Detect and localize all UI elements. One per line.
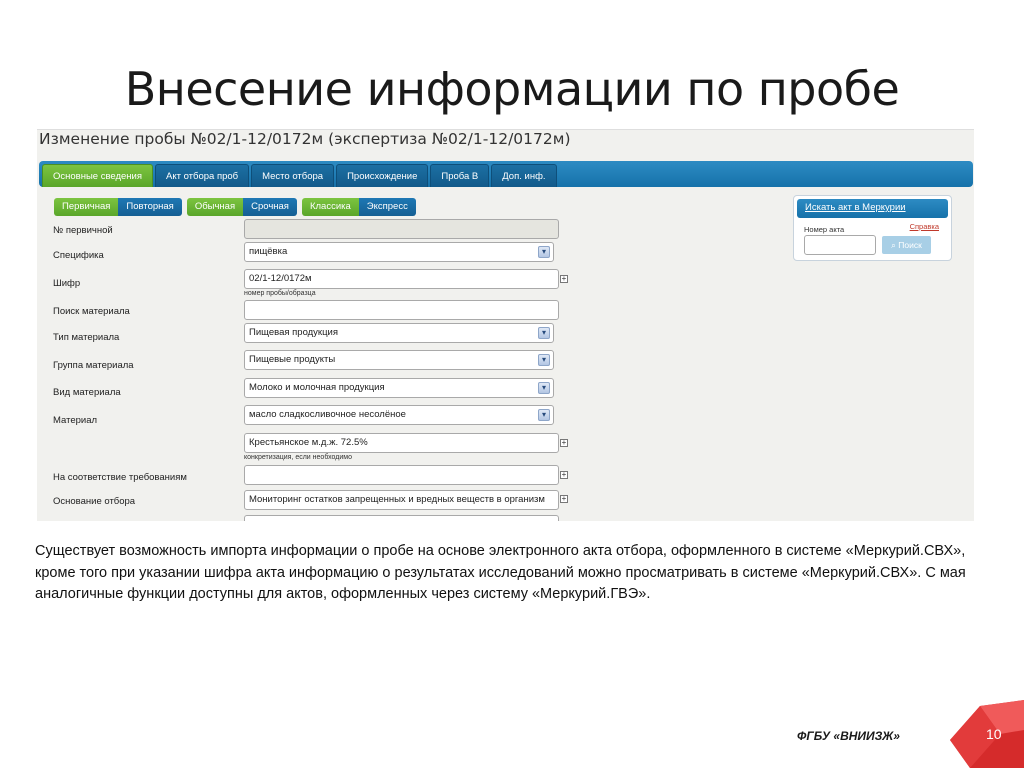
material-label: Материал [53,415,98,426]
tab-main-info[interactable]: Основные сведения [42,164,153,187]
sample-type-toggles [54,198,416,216]
search-button[interactable] [882,236,931,254]
row-material-kind [37,378,597,400]
toggle-group-urgency [187,198,297,216]
material-type-select[interactable] [244,323,554,343]
toggle-group-primary [54,198,182,216]
chevron-down-icon: ▾ [538,354,550,366]
mercury-search-panel [793,195,952,261]
page-number: 10 [986,726,1002,742]
row-material [37,405,597,427]
material-kind-label: Вид материала [53,387,121,398]
material-kind-select[interactable] [244,378,554,398]
form-screenshot [37,129,974,521]
tab-sample-b[interactable]: Проба В [430,164,489,187]
specification-hint: конкретизация, если необходимо [244,454,352,461]
next-field-input[interactable] [244,515,559,521]
cipher-hint: номер пробы/образца [244,290,316,297]
compliance-label: На соответствие требованиям [53,472,187,483]
material-group-select[interactable] [244,350,554,370]
specifics-value: пищёвка [249,246,288,257]
toggle-group-method [302,198,416,216]
row-specifics [37,241,597,263]
toggle-repeat[interactable]: Повторная [118,198,181,216]
toggle-normal[interactable]: Обычная [187,198,243,216]
primary-no-label: № первичной [53,225,113,236]
basis-input[interactable]: Мониторинг остатков запрещенных и вредных веществ в организм [244,490,559,510]
plus-icon[interactable]: + [561,274,567,283]
material-select[interactable] [244,405,554,425]
cipher-label: Шифр [53,278,81,289]
magnifier-icon: ⌕ [891,240,896,250]
plus-icon[interactable]: + [561,438,567,447]
row-basis [37,490,597,512]
row-material-group [37,350,597,372]
slide-body-text: Существует возможность импорта информации о пробе на основе электронного акта отбора, оформленного в системе «Меркурий.СВХ», кроме того при указании шифра акта информацию о результатах исследований можно просматривать в системе «Меркурий.СВХ». С мая аналогичные функции доступны для актов, оформленных через систему «Меркурий.ГВЭ». [35,543,966,602]
material-search-label: Поиск материала [53,306,130,317]
tab-additional-info[interactable]: Доп. инф. [491,164,556,187]
row-primary-no [37,219,597,241]
slide-title: Внесение информации по пробе [124,62,900,116]
specification-input[interactable]: Крестьянское м.д.ж. 72.5% [244,433,559,453]
row-material-search [37,300,597,322]
toggle-primary[interactable]: Первичная [54,198,118,216]
material-group-value: Пищевые продукты [249,354,336,365]
tab-origin[interactable]: Происхождение [336,164,428,187]
row-compliance [37,465,597,487]
specifics-select[interactable] [244,242,554,262]
chevron-down-icon: ▾ [538,327,550,339]
mercury-search-header [797,199,948,218]
plus-icon[interactable]: + [561,470,567,479]
material-search-input[interactable] [244,300,559,320]
row-cipher [37,269,597,297]
toggle-urgent[interactable]: Срочная [243,198,297,216]
form-title: Изменение пробы №02/1-12/0172м (экспертиза №02/1-12/0172м) [39,130,571,148]
compliance-input[interactable] [244,465,559,485]
search-button-label: Поиск [898,240,922,250]
toggle-classic[interactable]: Классика [302,198,359,216]
chevron-down-icon: ▾ [538,409,550,421]
act-number-input[interactable] [804,235,876,255]
tab-sampling-place[interactable]: Место отбора [251,164,334,187]
material-kind-value: Молоко и молочная продукция [249,382,385,393]
toggle-express[interactable]: Экспресс [359,198,416,216]
material-value: масло сладкосливочное несолёное [249,409,406,420]
tab-bar [39,161,973,187]
row-material-type [37,323,597,345]
organization-name: ФГБУ «ВНИИЗЖ» [797,729,900,743]
specifics-label: Специфика [53,250,104,261]
material-type-value: Пищевая продукция [249,327,338,338]
plus-icon[interactable]: + [561,494,567,503]
primary-no-field [244,219,559,239]
tab-sampling-act[interactable]: Акт отбора проб [155,164,249,187]
act-number-label: Номер акта [804,225,845,234]
chevron-down-icon: ▾ [538,382,550,394]
corner-decoration [940,700,1024,768]
material-group-label: Группа материала [53,360,134,371]
cipher-input[interactable]: 02/1-12/0172м [244,269,559,289]
material-type-label: Тип материала [53,332,120,343]
basis-label: Основание отбора [53,496,136,507]
row-specification [37,433,597,461]
chevron-down-icon: ▾ [538,246,550,258]
mercury-search-link[interactable]: Искать акт в Меркурии [805,202,906,213]
help-link[interactable]: Справка [909,222,939,231]
